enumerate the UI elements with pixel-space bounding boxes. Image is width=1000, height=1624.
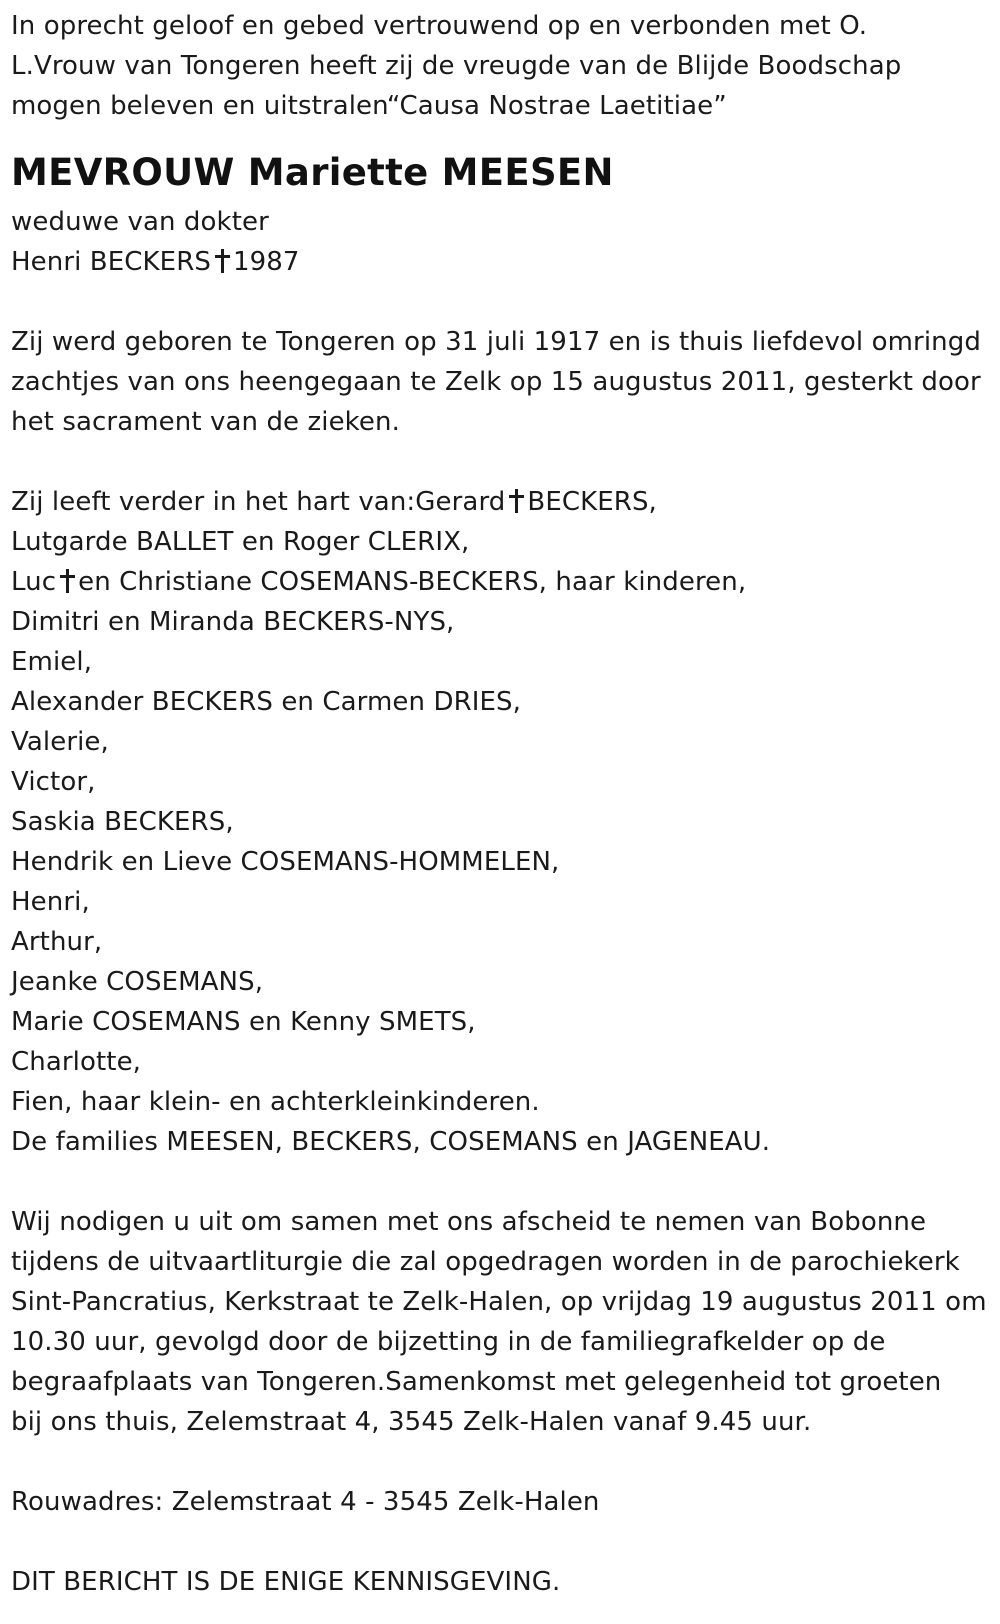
invitation-line-5: begraafplaats van Tongeren.Samenkomst met gelegenheid tot groeten <box>11 1367 942 1397</box>
invitation-line-3: Sint-Pancratius, Kerkstraat te Zelk-Halen, op vrijdag 19 augustus 2011 om <box>11 1287 987 1317</box>
family-member: Marie COSEMANS en Kenny SMETS, <box>11 1007 476 1037</box>
intro-line-1: In oprecht geloof en gebed vertrouwend op en verbonden met O. <box>11 11 868 41</box>
family-line-3-suffix: en Christiane COSEMANS-BECKERS, haar kinderen, <box>78 567 747 597</box>
family-member: Charlotte, <box>11 1047 142 1077</box>
spacer <box>11 1442 1000 1482</box>
spacer <box>11 282 1000 322</box>
closing-statement: DIT BERICHT IS DE ENIGE KENNISGEVING. <box>11 1567 561 1597</box>
spacer <box>11 1522 1000 1562</box>
intro-line-2: L.Vrouw van Tongeren heeft zij de vreugde van de Blijde Boodschap <box>11 51 902 81</box>
widow-of: weduwe van dokter <box>11 207 269 237</box>
family-member: Saskia BECKERS, <box>11 807 234 837</box>
family-member: Arthur, <box>11 927 103 957</box>
family-line-1-suffix: BECKERS, <box>527 487 657 517</box>
intro-line-3: mogen beleven en uitstralen“Causa Nostrae Laetitiae” <box>11 91 727 121</box>
invitation-line-6: bij ons thuis, Zelemstraat 4, 3545 Zelk-Halen vanaf 9.45 uur. <box>11 1407 812 1437</box>
mourning-address: Rouwadres: Zelemstraat 4 - 3545 Zelk-Halen <box>11 1487 600 1517</box>
spacer <box>11 126 1000 144</box>
invitation-line-1: Wij nodigen u uit om samen met ons afscheid te nemen van Bobonne <box>11 1207 927 1237</box>
family-member: Fien, haar klein- en achterkleinkinderen. <box>11 1087 540 1117</box>
family-member: Henri, <box>11 887 90 917</box>
family-member: Alexander BECKERS en Carmen DRIES, <box>11 687 522 717</box>
husband-name: Henri BECKERS <box>11 247 211 277</box>
family-line-2: Lutgarde BALLET en Roger CLERIX, <box>11 527 470 557</box>
invitation-line-4: 10.30 uur, gevolgd door de bijzetting in de familiegrafkelder op de <box>11 1327 886 1357</box>
family-line-1 <box>11 482 1000 522</box>
family-member: Jeanke COSEMANS, <box>11 967 264 997</box>
cross-icon <box>509 487 523 513</box>
birth-death-line-3: het sacrament van de zieken. <box>11 407 400 437</box>
family-member: Emiel, <box>11 647 93 677</box>
cross-icon <box>215 247 229 273</box>
spacer <box>11 442 1000 482</box>
family-line-1-prefix: Zij leeft verder in het hart van:Gerard <box>11 487 506 517</box>
birth-death-line-1: Zij werd geboren te Tongeren op 31 juli 1917 en is thuis liefdevol omringd <box>11 327 981 357</box>
deceased-name: MEVROUW Mariette MEESEN <box>11 151 614 194</box>
family-member: Valerie, <box>11 727 109 757</box>
family-member: De families MEESEN, BECKERS, COSEMANS en JAGENEAU. <box>11 1127 771 1157</box>
family-line-3 <box>11 562 1000 602</box>
cross-icon <box>60 567 74 593</box>
family-member: Dimitri en Miranda BECKERS-NYS, <box>11 607 455 637</box>
family-member: Victor, <box>11 767 96 797</box>
invitation-line-2: tijdens de uitvaartliturgie die zal opgedragen worden in de parochiekerk <box>11 1247 960 1277</box>
spacer <box>11 1162 1000 1202</box>
husband-line <box>11 242 1000 282</box>
family-line-3-prefix: Luc <box>11 567 57 597</box>
birth-death-line-2: zachtjes van ons heengegaan te Zelk op 15 augustus 2011, gesterkt door <box>11 367 981 397</box>
family-member: Hendrik en Lieve COSEMANS-HOMMELEN, <box>11 847 560 877</box>
husband-death-year: 1987 <box>232 247 300 277</box>
